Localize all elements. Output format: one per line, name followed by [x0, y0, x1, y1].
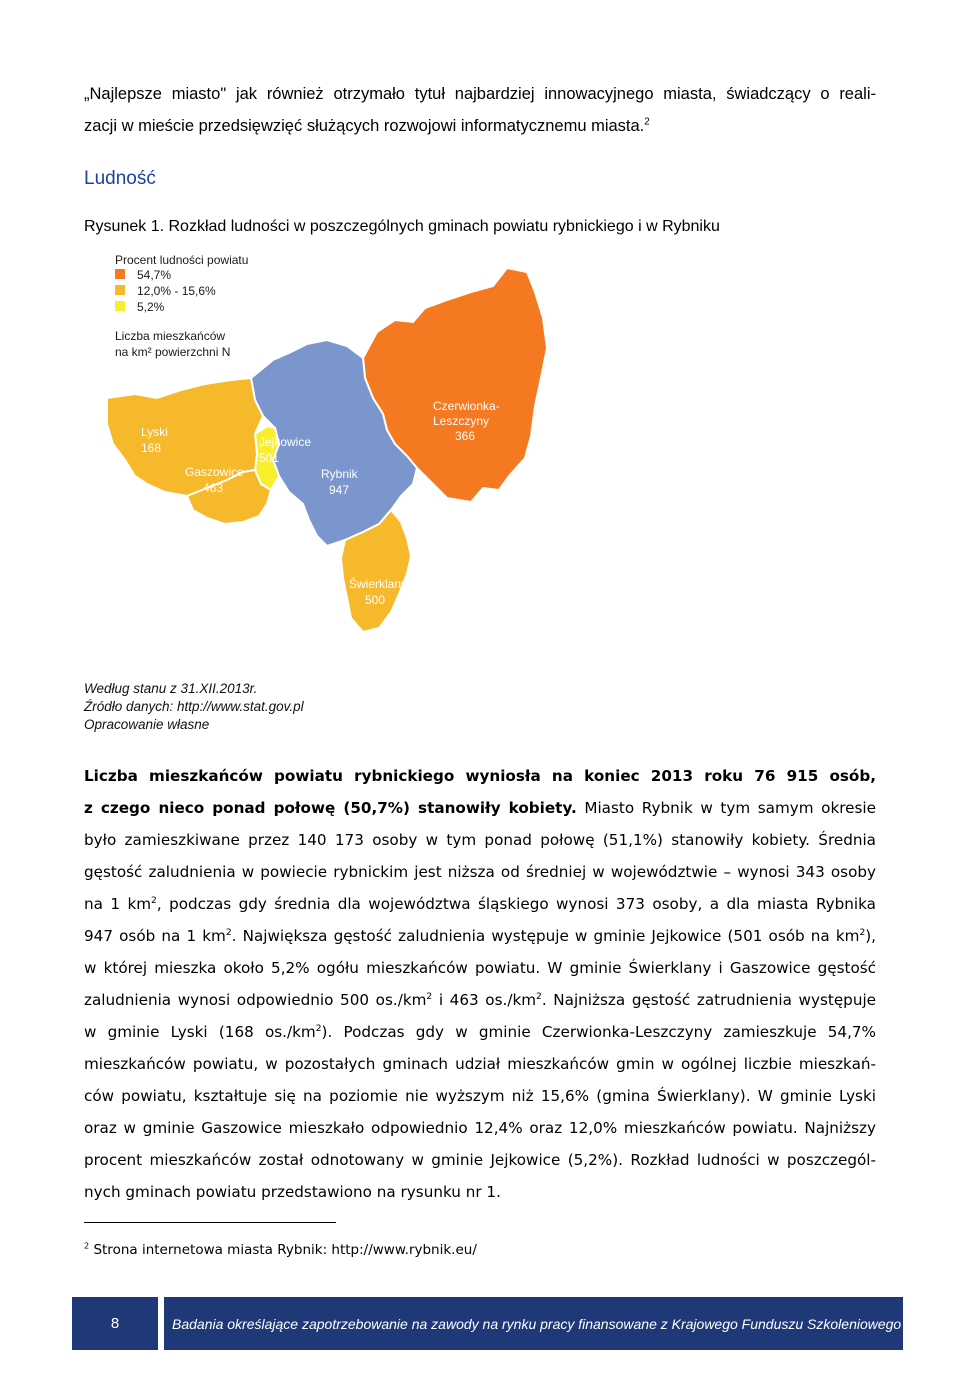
sup-f: 2	[315, 1023, 322, 1034]
label-czerwionka: Czerwionka-	[433, 399, 500, 413]
figure-caption: Rysunek 1. Rozkład ludności w poszczególnych gminach powiatu rybnickiego i w Rybniku	[84, 218, 720, 235]
section-title: Ludność	[84, 168, 156, 189]
value-czerwionka: 366	[455, 429, 476, 443]
legend-label-2: 12,0% - 15,6%	[137, 284, 216, 298]
sup-a: 2	[151, 895, 157, 906]
body-line-6a: 947 osób na 1 km	[84, 927, 226, 945]
body-line-8c: . Najniższa gęstość zatrudnienia występuje	[541, 991, 877, 1009]
footnote	[84, 1242, 477, 1258]
body-line-13: procent mieszkańców został odnotowany w gminie Jejkowice (5,2%). Rozkład ludności w poszczegól-	[84, 1151, 876, 1169]
value-swierklany: 500	[365, 593, 386, 607]
body-line-5	[84, 891, 876, 923]
body-line-5a: na 1 km	[84, 895, 152, 913]
population-map	[95, 248, 555, 638]
intro-line-2	[84, 110, 876, 142]
body-line-6b: . Największa gęstość zaludnienia występuje w gminie Jejkowice (501 osób na km	[231, 927, 860, 945]
body-line-5b: , podczas gdy średnia dla województwa śląskiego wynosi 373 osoby, a dla miasta Rybnika	[156, 895, 876, 913]
intro-paragraph	[84, 78, 876, 142]
legend-swatch-yellow	[115, 301, 125, 311]
note-date: Według stanu z 31.XII.2013r.	[84, 681, 258, 696]
sup-e: 2	[536, 991, 542, 1002]
legend-label-3: 5,2%	[137, 300, 165, 314]
body-line-8a: zaludnienia wynosi odpowiednio 500 os./km	[84, 991, 427, 1009]
density-title-2: na km² powierzchni N	[115, 345, 231, 359]
sup-d: 2	[426, 991, 433, 1002]
value-lyski: 168	[141, 441, 162, 455]
density-title-1: Liczba mieszkańców	[115, 329, 226, 343]
label-swierklany: Świerklany	[349, 577, 408, 591]
legend-swatch-gold	[115, 285, 125, 295]
body-line-7: w której mieszka około 5,2% ogółu mieszkańców powiatu. W gminie Świerklany i Gaszowice gęstość	[84, 959, 876, 977]
note-authorship: Opracowanie własne	[84, 717, 210, 732]
body-line-2	[84, 795, 876, 827]
legend-label-1: 54,7%	[137, 268, 172, 282]
body-line-6	[84, 923, 876, 955]
body-paragraph	[84, 763, 876, 1211]
label-rybnik: Rybnik	[321, 467, 358, 481]
body-line-12: oraz w gminie Gaszowice mieszkało odpowiednio 12,4% oraz 12,0% mieszkańców powiatu. Najniższy	[84, 1119, 876, 1137]
footnote-number: 2	[84, 1240, 90, 1251]
body-line-1: Liczba mieszkańców powiatu rybnickiego wyniosła na koniec 2013 roku 76 915 osób,	[84, 767, 876, 785]
body-line-14: nych gminach powiatu przedstawiono na rysunku nr 1.	[84, 1183, 501, 1201]
legend-swatch-orange	[115, 269, 125, 279]
label-gaszowice: Gaszowice	[185, 465, 244, 479]
value-gaszowice: 463	[203, 481, 224, 495]
body-line-9	[84, 1019, 876, 1051]
footnote-separator	[84, 1222, 336, 1223]
body-line-2-bold: z czego nieco ponad połowę (50,7%) stanowiły kobiety.	[84, 799, 577, 817]
legend-title: Procent ludności powiatu	[115, 253, 249, 267]
sup-c: 2	[859, 927, 866, 938]
body-line-2-rest: Miasto Rybnik w tym samym okresie	[576, 799, 876, 817]
body-line-10: mieszkańców powiatu, w pozostałych gminach udział mieszkańców gmin w ogólnej liczbie mieszkań-	[84, 1055, 876, 1073]
footnote-ref: 2	[644, 116, 650, 128]
note-source: Źródło danych: http://www.stat.gov.pl	[84, 699, 304, 714]
label-lyski: Lyski	[141, 425, 168, 439]
body-line-4: gęstość zaludnienia w powiecie rybnickim jest niższa od średniej w województwie – wynosi 343 osoby	[84, 863, 876, 881]
sup-b: 2	[225, 927, 232, 938]
value-rybnik: 947	[329, 483, 350, 497]
body-line-8	[84, 987, 876, 1019]
body-line-3: było zamieszkiwane przez 140 173 osoby w tym ponad połowę (51,1%) stanowiły kobiety. Średnia	[84, 831, 876, 849]
intro-line-2-text: zacji w mieście przedsięwzięć służących rozwojowi informatycznemu miasta.	[84, 117, 645, 135]
label-jejkowice: Jejkowice	[259, 435, 312, 449]
map-svg	[95, 248, 555, 638]
body-line-9a: w gminie Lyski (168 os./km	[84, 1023, 316, 1041]
body-line-6c: ),	[865, 927, 877, 945]
intro-line-1: „Najlepsze miasto" jak również otrzymało tytuł najbardziej innowacyjnego miasta, świadczący o reali-	[84, 85, 876, 103]
footnote-text: Strona internetowa miasta Rybnik: http://www.rybnik.eu/	[89, 1242, 477, 1258]
body-line-9b: ). Podczas gdy w gminie Czerwionka-Leszczyny zamieszkuje 54,7%	[321, 1023, 876, 1041]
figure-notes	[84, 680, 304, 734]
page-number: 8	[72, 1297, 158, 1350]
value-jejkowice: 501	[259, 451, 280, 465]
body-line-8b: i 463 os./km	[432, 991, 537, 1009]
footer-text: Badania określające zapotrzebowanie na zawody na rynku pracy finansowane z Krajowego Funduszu Szkoleniowego	[172, 1315, 902, 1332]
footer-divider	[158, 1297, 164, 1350]
label-leszczyny: Leszczyny	[433, 414, 490, 428]
body-line-11: ców powiatu, kształtuje się na poziomie nie wyższym niż 15,6% (gmina Świerklany). W gminie Lyski	[84, 1087, 876, 1105]
